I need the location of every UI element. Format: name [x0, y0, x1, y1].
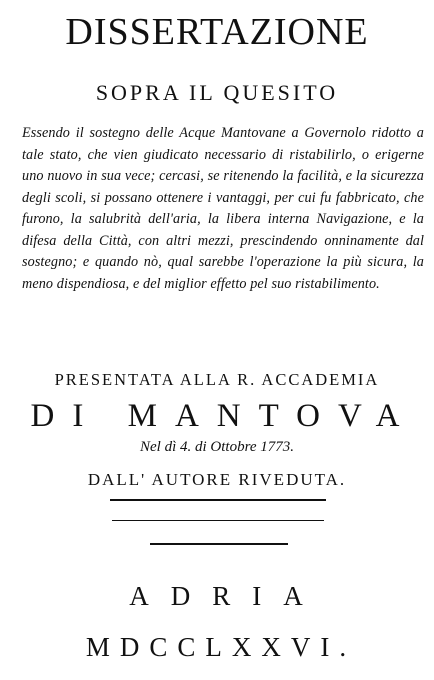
presented-line: PRESENTATA ALLA R. ACCADEMIA [54, 370, 380, 389]
divider-rule-middle [112, 520, 324, 521]
revised-line: DALL' AUTORE RIVEDUTA. [87, 470, 347, 489]
imprint-year: MDCCLXXVI. [85, 632, 357, 662]
document-subtitle: SOPRA IL QUESITO [95, 80, 339, 105]
document-title: DISSERTAZIONE [65, 11, 369, 53]
date-line: Nel dì 4. di Ottobre 1773. [139, 439, 295, 455]
divider-rule-bottom [150, 543, 288, 545]
imprint-place: ADRIA [129, 581, 325, 611]
question-paragraph: Essendo il sostegno delle Acque Mantovane a Governolo ridotto a tale stato, che vien giudicato necessario di ristabilirlo, o erigerne uno nuovo in sua vece; cercasi, se ritenendo la facilità, e la sicurezza degli scoli, si possano ottenere i vantaggi, per cui fu fabbricato, che furono, la salubrità dell'aria, la libera interna Navigazione, e la difesa della Città, con altri mezzi, prescindendo onninamente dal sostegno; e quando nò, qual sarebbe l'operazione la più sicura, la meno dispendiosa, e del miglior effetto pel suo ristabilimento. [22, 125, 424, 292]
divider-rule-top [110, 499, 326, 501]
academy-city: DI MANTOVA [30, 398, 418, 434]
